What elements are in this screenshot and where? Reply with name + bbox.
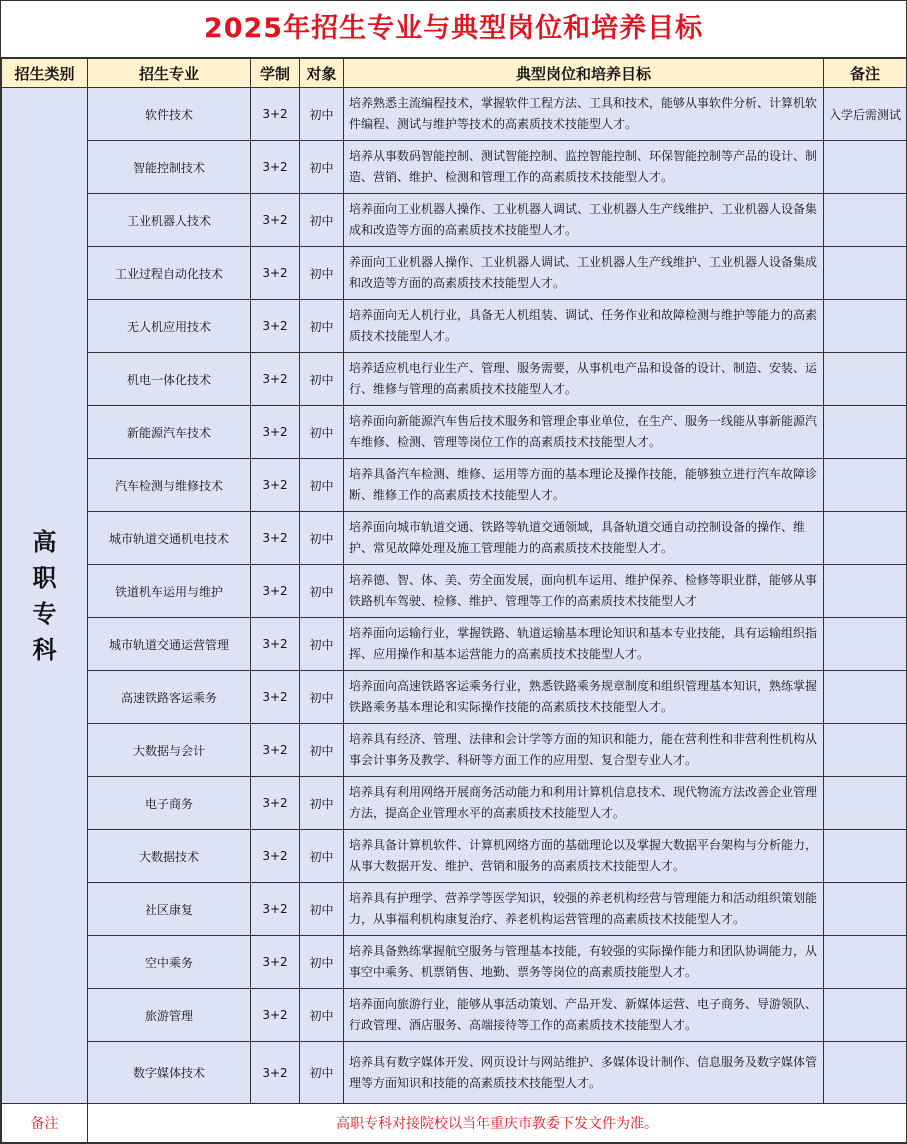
note-cell [824, 300, 907, 353]
footer-row [2, 1104, 907, 1143]
years-cell: 3+2 [251, 1042, 300, 1104]
target-cell: 初中 [300, 777, 344, 830]
goal-cell: 培养面向运输行业，掌握铁路、轨道运输基本理论知识和基本专业技能，具有运输组织指挥、应用操作和基本运营能力的高素质技术技能型人才。 [344, 618, 824, 671]
years-cell: 3+2 [251, 194, 300, 247]
target-cell: 初中 [300, 671, 344, 724]
target-cell: 初中 [300, 512, 344, 565]
note-cell [824, 194, 907, 247]
goal-cell: 培养面向新能源汽车售后技术服务和管理企事业单位，在生产、服务一线能从事新能源汽车维修、检测、管理等岗位工作的高素质技术技能型人才。 [344, 406, 824, 459]
years-cell: 3+2 [251, 830, 300, 883]
years-cell: 3+2 [251, 406, 300, 459]
target-cell: 初中 [300, 724, 344, 777]
note-cell [824, 512, 907, 565]
goal-cell: 培养具备计算机软件、计算机网络方面的基础理论以及掌握大数据平台架构与分析能力，从事大数据开发、维护、营销和服务的高素质技术技能型人才。 [344, 830, 824, 883]
goal-cell: 培养熟悉主流编程技术，掌握软件工程方法、工具和技术，能够从事软件分析、计算机软件编程、测试与维护等技术的高素质技术技能型人才。 [344, 88, 824, 141]
note-cell [824, 618, 907, 671]
table-row [2, 724, 907, 777]
note-cell [824, 1042, 907, 1104]
table-body [2, 88, 907, 1104]
goal-cell: 培养德、智、体、美、劳全面发展，面向机车运用、维护保养、检修等职业群，能够从事铁路机车驾驶、检修、维护、管理等工作的高素质技术技能型人才 [344, 565, 824, 618]
major-cell: 工业过程自动化技术 [88, 247, 251, 300]
note-cell [824, 830, 907, 883]
years-cell: 3+2 [251, 141, 300, 194]
years-cell: 3+2 [251, 883, 300, 936]
note-cell [824, 989, 907, 1042]
goal-cell: 培养面向旅游行业，能够从事活动策划、产品开发、新媒体运营、电子商务、导游领队、行政管理、酒店服务、高端接待等工作的高素质技术技能型人才。 [344, 989, 824, 1042]
header-note: 备注 [824, 59, 907, 88]
note-cell [824, 724, 907, 777]
target-cell: 初中 [300, 883, 344, 936]
years-cell: 3+2 [251, 300, 300, 353]
goal-cell: 培养具备熟练掌握航空服务与管理基本技能，有较强的实际操作能力和团队协调能力，从事空中乘务、机票销售、地勤、票务等岗位的高素质技能型人才。 [344, 936, 824, 989]
table-row [2, 353, 907, 406]
years-cell: 3+2 [251, 88, 300, 141]
table-row [2, 194, 907, 247]
table-row [2, 777, 907, 830]
major-cell: 城市轨道交通机电技术 [88, 512, 251, 565]
target-cell: 初中 [300, 989, 344, 1042]
header-target: 对象 [300, 59, 344, 88]
major-cell: 旅游管理 [88, 989, 251, 1042]
note-cell [824, 459, 907, 512]
major-cell: 软件技术 [88, 88, 251, 141]
header-row [2, 59, 907, 88]
table-row [2, 406, 907, 459]
table-row [2, 936, 907, 989]
table-row [2, 141, 907, 194]
years-cell: 3+2 [251, 989, 300, 1042]
target-cell: 初中 [300, 141, 344, 194]
years-cell: 3+2 [251, 671, 300, 724]
goal-cell: 培养从事数码智能控制、测试智能控制、监控智能控制、环保智能控制等产品的设计、制造、营销、维护、检测和管理工作的高素质技术技能型人才。 [344, 141, 824, 194]
years-cell: 3+2 [251, 512, 300, 565]
major-cell: 新能源汽车技术 [88, 406, 251, 459]
major-cell: 工业机器人技术 [88, 194, 251, 247]
target-cell: 初中 [300, 830, 344, 883]
majors-table [1, 58, 907, 1143]
goal-cell: 培养具有经济、管理、法律和会计学等方面的知识和能力，能在营利性和非营利性机构从事会计事务及教学、科研等方面工作的应用型、复合型专业人才。 [344, 724, 824, 777]
table-row [2, 512, 907, 565]
note-cell [824, 936, 907, 989]
table-row [2, 88, 907, 141]
note-cell [824, 247, 907, 300]
goal-cell: 培养适应机电行业生产、管理、服务需要，从事机电产品和设备的设计、制造、安装、运行、维修与管理的高素质技术技能型人才。 [344, 353, 824, 406]
target-cell: 初中 [300, 459, 344, 512]
major-cell: 社区康复 [88, 883, 251, 936]
note-cell [824, 671, 907, 724]
target-cell: 初中 [300, 406, 344, 459]
major-cell: 大数据技术 [88, 830, 251, 883]
goal-cell: 培养具有护理学、营养学等医学知识，较强的养老机构经营与管理能力和活动组织策划能力，从事福利机构康复治疗、养老机构运营管理的高素质技术技能型人才。 [344, 883, 824, 936]
header-years: 学制 [251, 59, 300, 88]
table-row [2, 247, 907, 300]
table-row [2, 459, 907, 512]
page-title: 2025年招生专业与典型岗位和培养目标 [1, 1, 906, 58]
table-row [2, 830, 907, 883]
major-cell: 城市轨道交通运营管理 [88, 618, 251, 671]
years-cell: 3+2 [251, 618, 300, 671]
major-cell: 铁道机车运用与维护 [88, 565, 251, 618]
header-major: 招生专业 [88, 59, 251, 88]
target-cell: 初中 [300, 247, 344, 300]
target-cell: 初中 [300, 194, 344, 247]
major-cell: 汽车检测与维修技术 [88, 459, 251, 512]
note-cell [824, 353, 907, 406]
goal-cell: 培养面向高速铁路客运乘务行业，熟悉铁路乘务规章制度和组织管理基本知识，熟练掌握铁路乘务基本理论和实际操作技能的高素质技术技能型人才。 [344, 671, 824, 724]
major-cell: 无人机应用技术 [88, 300, 251, 353]
major-cell: 大数据与会计 [88, 724, 251, 777]
target-cell: 初中 [300, 353, 344, 406]
goal-cell: 培养面向工业机器人操作、工业机器人调试、工业机器人生产线维护、工业机器人设备集成和改造等方面的高素质技术技能型人才。 [344, 194, 824, 247]
table-row [2, 671, 907, 724]
goal-cell: 养面向工业机器人操作、工业机器人调试、工业机器人生产线维护、工业机器人设备集成和改造等方面的高素质技术技能型人才。 [344, 247, 824, 300]
major-cell: 电子商务 [88, 777, 251, 830]
years-cell: 3+2 [251, 777, 300, 830]
note-cell [824, 777, 907, 830]
years-cell: 3+2 [251, 247, 300, 300]
major-cell: 高速铁路客运乘务 [88, 671, 251, 724]
note-cell [824, 141, 907, 194]
goal-cell: 培养面向城市轨道交通、铁路等轨道交通领域，具备轨道交通自动控制设备的操作、维护、常见故障处理及施工管理能力的高素质技术技能型人才。 [344, 512, 824, 565]
major-cell: 数字媒体技术 [88, 1042, 251, 1104]
category-cell: 高 职 专 科 [2, 88, 88, 1104]
years-cell: 3+2 [251, 565, 300, 618]
goal-cell: 培养面向无人机行业，具备无人机组装、调试、任务作业和故障检测与维护等能力的高素质技术技能型人才。 [344, 300, 824, 353]
table-row [2, 883, 907, 936]
major-cell: 空中乘务 [88, 936, 251, 989]
target-cell: 初中 [300, 300, 344, 353]
goal-cell: 培养具备汽车检测、维修、运用等方面的基本理论及操作技能，能够独立进行汽车故障诊断、维修工作的高素质技术技能型人才。 [344, 459, 824, 512]
header-category: 招生类别 [2, 59, 88, 88]
years-cell: 3+2 [251, 353, 300, 406]
note-cell: 入学后需测试 [824, 88, 907, 141]
note-cell [824, 565, 907, 618]
years-cell: 3+2 [251, 724, 300, 777]
table-row [2, 618, 907, 671]
target-cell: 初中 [300, 88, 344, 141]
goal-cell: 培养具有数字媒体开发、网页设计与网站维护、多媒体设计制作、信息服务及数字媒体管理等方面知识和技能的高素质技术技能型人才。 [344, 1042, 824, 1104]
header-goal: 典型岗位和培养目标 [344, 59, 824, 88]
table-row [2, 565, 907, 618]
note-cell [824, 406, 907, 459]
table-row [2, 989, 907, 1042]
years-cell: 3+2 [251, 459, 300, 512]
target-cell: 初中 [300, 1042, 344, 1104]
table-row [2, 300, 907, 353]
target-cell: 初中 [300, 936, 344, 989]
major-cell: 机电一体化技术 [88, 353, 251, 406]
target-cell: 初中 [300, 565, 344, 618]
note-cell [824, 883, 907, 936]
table-row [2, 1042, 907, 1104]
goal-cell: 培养具有利用网络开展商务活动能力和利用计算机信息技术、现代物流方法改善企业管理方法，提高企业管理水平的高素质技术技能型人才。 [344, 777, 824, 830]
major-cell: 智能控制技术 [88, 141, 251, 194]
years-cell: 3+2 [251, 936, 300, 989]
footer-label: 备注 [2, 1104, 88, 1143]
footer-note: 高职专科对接院校以当年重庆市教委下发文件为准。 [88, 1104, 907, 1143]
target-cell: 初中 [300, 618, 344, 671]
